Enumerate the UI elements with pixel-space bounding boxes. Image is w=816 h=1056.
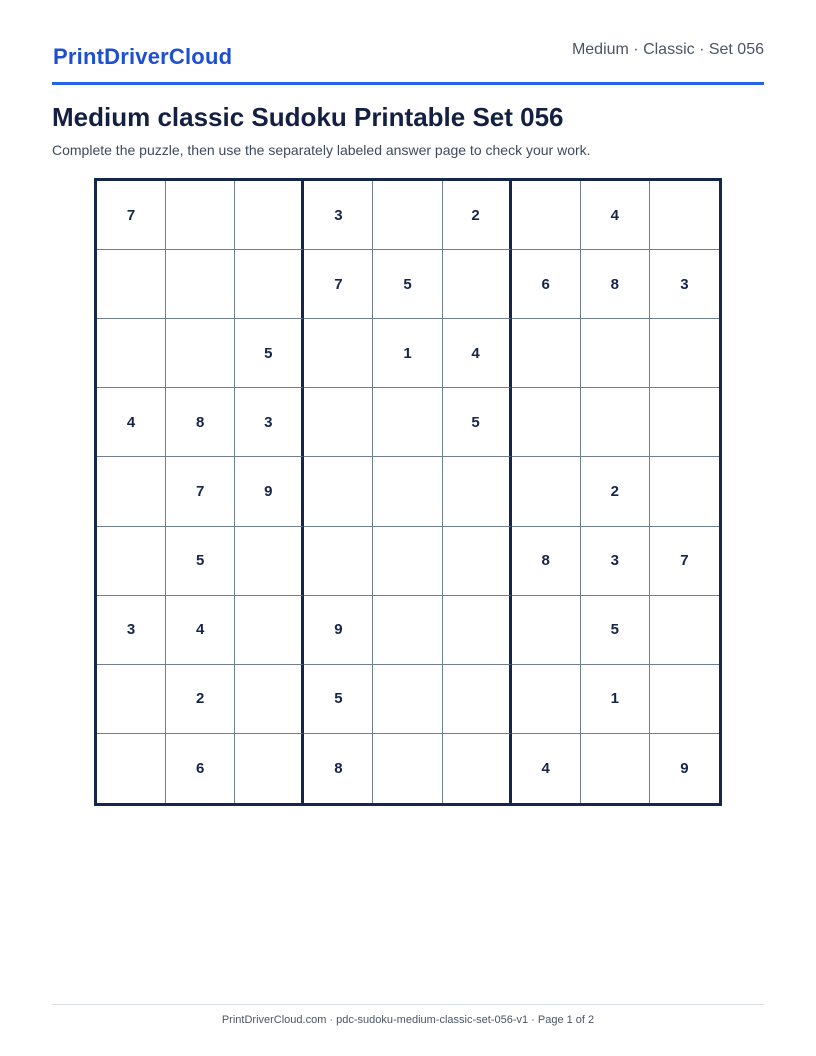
sudoku-cell xyxy=(512,319,581,388)
sudoku-cell xyxy=(650,181,719,250)
sudoku-cell xyxy=(581,319,650,388)
sudoku-cell xyxy=(166,181,235,250)
sudoku-cell: 3 xyxy=(304,181,373,250)
sudoku-cell xyxy=(650,319,719,388)
sudoku-cell: 6 xyxy=(512,250,581,319)
sudoku-cell xyxy=(304,319,373,388)
sudoku-cell: 5 xyxy=(443,388,512,457)
sudoku-cell xyxy=(650,388,719,457)
sudoku-cell: 7 xyxy=(304,250,373,319)
sudoku-cell xyxy=(235,734,304,803)
sudoku-cell xyxy=(304,388,373,457)
sudoku-cell xyxy=(512,388,581,457)
sudoku-cell: 9 xyxy=(304,596,373,665)
sudoku-cell xyxy=(97,665,166,734)
sudoku-cell xyxy=(166,319,235,388)
sudoku-cell xyxy=(443,665,512,734)
sudoku-cell: 4 xyxy=(512,734,581,803)
sudoku-cell xyxy=(97,734,166,803)
header-divider xyxy=(52,82,764,85)
page-footer: PrintDriverCloud.com · pdc-sudoku-medium-classic-set-056-v1 · Page 1 of 2 xyxy=(221,1014,595,1026)
sudoku-cell xyxy=(512,457,581,526)
sudoku-cell: 3 xyxy=(235,388,304,457)
sudoku-cell: 1 xyxy=(373,319,442,388)
sudoku-cell: 4 xyxy=(443,319,512,388)
sudoku-cell xyxy=(97,457,166,526)
sudoku-cell: 2 xyxy=(166,665,235,734)
sudoku-cell xyxy=(304,527,373,596)
sudoku-cell xyxy=(512,665,581,734)
sudoku-cell: 4 xyxy=(166,596,235,665)
sudoku-cell: 8 xyxy=(304,734,373,803)
sudoku-cell: 3 xyxy=(581,527,650,596)
sudoku-cell xyxy=(97,527,166,596)
sudoku-cell: 2 xyxy=(443,181,512,250)
page-subtitle: Complete the puzzle, then use the separately labeled answer page to check your work. xyxy=(52,142,591,158)
sudoku-cell xyxy=(373,388,442,457)
sudoku-cell: 5 xyxy=(373,250,442,319)
sudoku-cell xyxy=(443,457,512,526)
brand-logo: PrintDriverCloud xyxy=(53,44,233,69)
sudoku-cell: 8 xyxy=(581,250,650,319)
sudoku-cell xyxy=(443,250,512,319)
sudoku-cell: 7 xyxy=(166,457,235,526)
sudoku-cell: 9 xyxy=(680,759,689,777)
sudoku-cell xyxy=(581,734,650,803)
sudoku-cell: 3 xyxy=(650,250,719,319)
sudoku-cell: 5 xyxy=(166,527,235,596)
sudoku-cell xyxy=(443,734,512,803)
sudoku-cell xyxy=(235,181,304,250)
sudoku-cell xyxy=(650,457,719,526)
sudoku-cell xyxy=(443,527,512,596)
sudoku-cell xyxy=(373,665,442,734)
sudoku-cell xyxy=(235,596,304,665)
sudoku-cell xyxy=(373,527,442,596)
page-title: Medium classic Sudoku Printable Set 056 xyxy=(52,102,564,132)
sudoku-cell: 7 xyxy=(650,527,719,596)
footer-divider xyxy=(52,1004,764,1005)
sudoku-cell xyxy=(650,596,719,665)
sudoku-cell xyxy=(373,734,442,803)
sudoku-cell: 9 xyxy=(235,457,304,526)
sudoku-cell xyxy=(97,250,166,319)
sudoku-cell: 8 xyxy=(166,388,235,457)
sudoku-cell: 3 xyxy=(97,596,166,665)
sudoku-grid xyxy=(94,178,722,806)
puzzle-meta: Medium · Classic · Set 056 xyxy=(571,41,764,58)
sudoku-cell: 4 xyxy=(581,181,650,250)
sudoku-cell: 8 xyxy=(512,527,581,596)
sudoku-cell: 5 xyxy=(581,596,650,665)
sudoku-cell xyxy=(650,665,719,734)
sudoku-cell xyxy=(373,457,442,526)
sudoku-cell: 2 xyxy=(581,457,650,526)
sudoku-cell: 7 xyxy=(97,181,166,250)
sudoku-cell xyxy=(235,527,304,596)
sudoku-cell xyxy=(373,181,442,250)
sudoku-cell xyxy=(443,596,512,665)
sudoku-cell xyxy=(512,596,581,665)
sudoku-cell xyxy=(512,181,581,250)
sudoku-cell xyxy=(304,457,373,526)
sudoku-cell: 4 xyxy=(97,388,166,457)
sudoku-cell xyxy=(235,665,304,734)
sudoku-cell: 5 xyxy=(304,665,373,734)
sudoku-cell xyxy=(581,388,650,457)
sudoku-cell: 5 xyxy=(235,319,304,388)
sudoku-cell: 1 xyxy=(581,665,650,734)
sudoku-cell xyxy=(373,596,442,665)
sudoku-cell xyxy=(235,250,304,319)
sudoku-cell xyxy=(97,319,166,388)
sudoku-cell: 6 xyxy=(166,734,235,803)
sudoku-cell xyxy=(166,250,235,319)
